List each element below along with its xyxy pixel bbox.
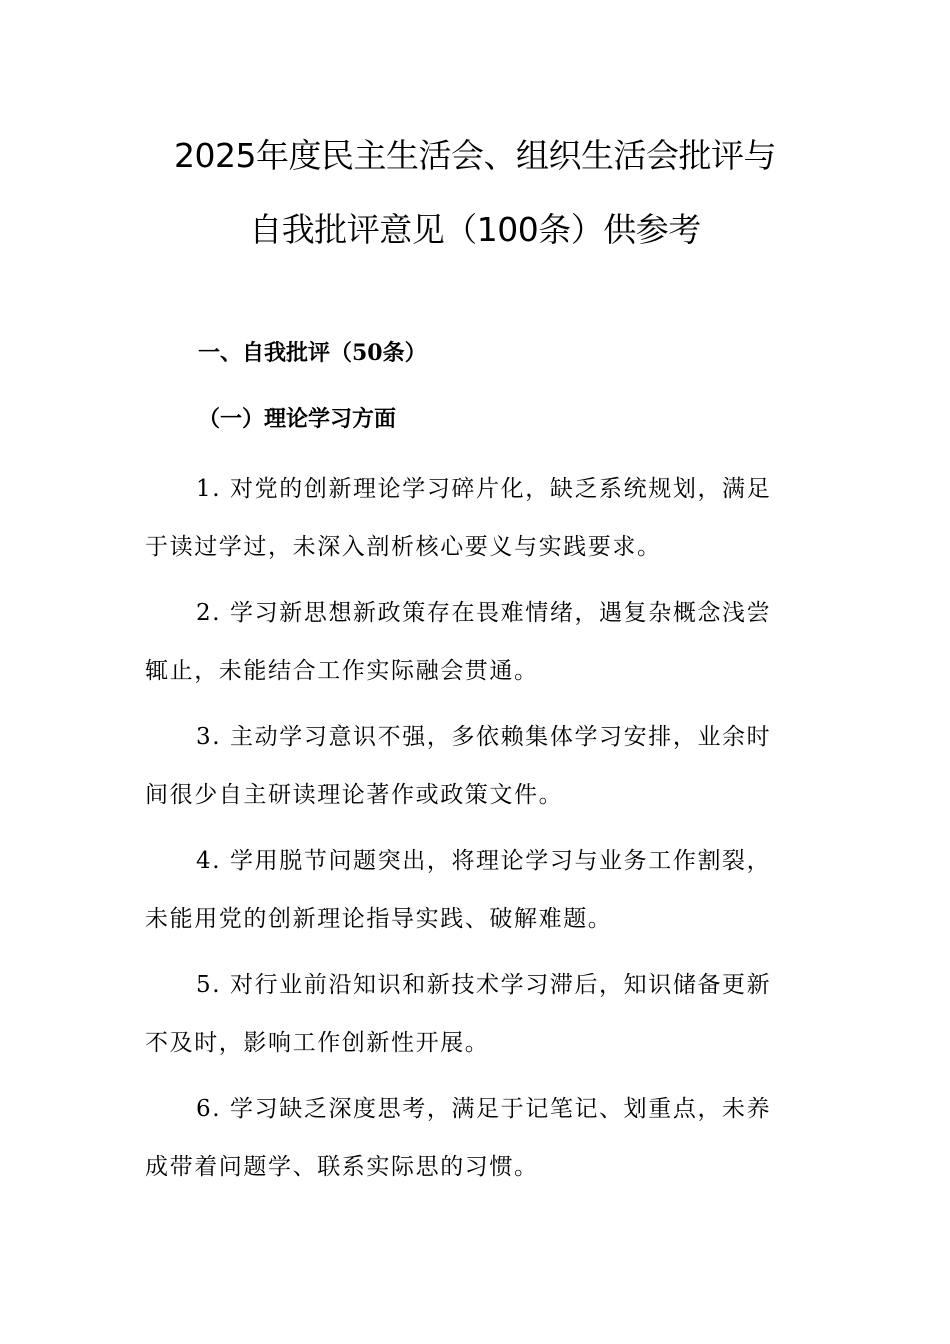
item-3-line-2: 间很少自主研读理论著作或政策文件。 — [145, 782, 564, 808]
subsection-heading: （一）理论学习方面 — [198, 406, 397, 432]
item-5-line-2: 不及时，影响工作创新性开展。 — [145, 1030, 490, 1056]
document-title-line-2: 自我批评意见（100条）供参考 — [249, 210, 701, 249]
item-3-line-1: 3. 主动学习意识不强，多依赖集体学习安排，业余时 — [196, 724, 772, 750]
item-2-line-2: 辄止，未能结合工作实际融会贯通。 — [145, 658, 539, 684]
item-4-line-2: 未能用党的创新理论指导实践、破解难题。 — [145, 906, 613, 932]
item-2-line-1: 2. 学习新思想新政策存在畏难情绪，遇复杂概念浅尝 — [196, 600, 772, 626]
document-title-line-1: 2025年度民主生活会、组织生活会批评与 — [174, 136, 776, 175]
section-heading: 一、自我批评（50条） — [198, 340, 427, 366]
item-6-line-2: 成带着问题学、联系实际思的习惯。 — [145, 1154, 539, 1180]
item-5-line-1: 5. 对行业前沿知识和新技术学习滞后，知识储备更新 — [196, 972, 772, 998]
item-1-line-2: 于读过学过，未深入剖析核心要义与实践要求。 — [145, 534, 662, 560]
item-6-line-1: 6. 学习缺乏深度思考，满足于记笔记、划重点，未养 — [196, 1096, 772, 1122]
item-1-line-1: 1. 对党的创新理论学习碎片化，缺乏系统规划，满足 — [196, 476, 772, 502]
item-4-line-1: 4. 学用脱节问题突出，将理论学习与业务工作割裂， — [196, 848, 772, 874]
